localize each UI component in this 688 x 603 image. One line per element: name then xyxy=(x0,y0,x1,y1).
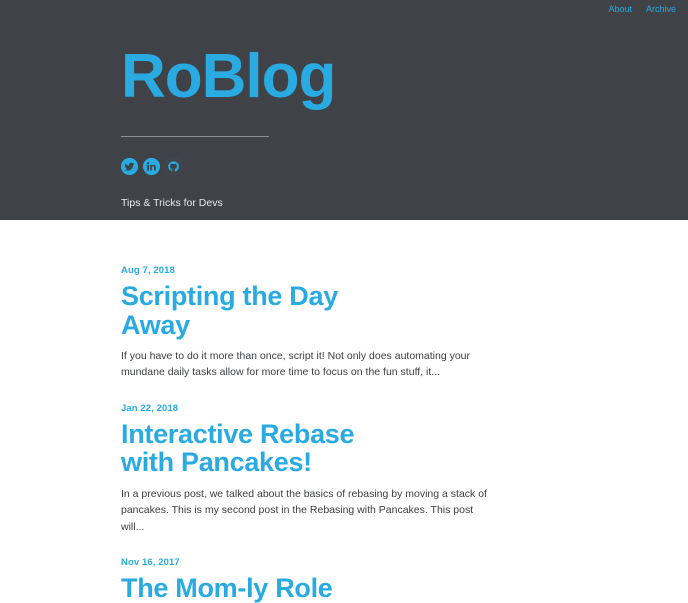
post-item xyxy=(121,535,688,603)
post-title-link[interactable]: Interactive Rebase with Pancakes! xyxy=(121,418,355,478)
top-navigation xyxy=(0,0,688,19)
twitter-icon[interactable] xyxy=(121,158,138,175)
linkedin-icon[interactable] xyxy=(143,158,160,175)
post-list xyxy=(0,220,688,602)
site-tagline: Tips & Tricks for Devs xyxy=(121,197,223,210)
nav-link-about[interactable]: About xyxy=(608,4,632,14)
github-icon[interactable] xyxy=(165,158,182,175)
post-item xyxy=(121,220,688,381)
post-excerpt: In a previous post, we talked about the basics of rebasing by moving a stack of pancakes. This is my second post in the Rebasing with Pancakes. This post will... xyxy=(121,487,487,533)
site-header xyxy=(0,19,688,220)
header-divider xyxy=(121,136,269,137)
post-excerpt: If you have to do it more than once, script it! Not only does automating your mundane daily tasks allow for more time to focus on the fun stuff, it... xyxy=(121,350,471,379)
post-title-link[interactable]: The Mom-ly Role xyxy=(121,572,333,603)
post-date: Nov 16, 2017 xyxy=(121,556,180,568)
site-title[interactable]: RoBlog xyxy=(121,42,336,111)
nav-link-archive[interactable]: Archive xyxy=(645,4,676,14)
social-links xyxy=(121,158,688,175)
post-date: Jan 22, 2018 xyxy=(121,402,179,414)
post-date: Aug 7, 2018 xyxy=(121,265,175,276)
post-title-link[interactable]: Scripting the Day Away xyxy=(121,281,338,340)
